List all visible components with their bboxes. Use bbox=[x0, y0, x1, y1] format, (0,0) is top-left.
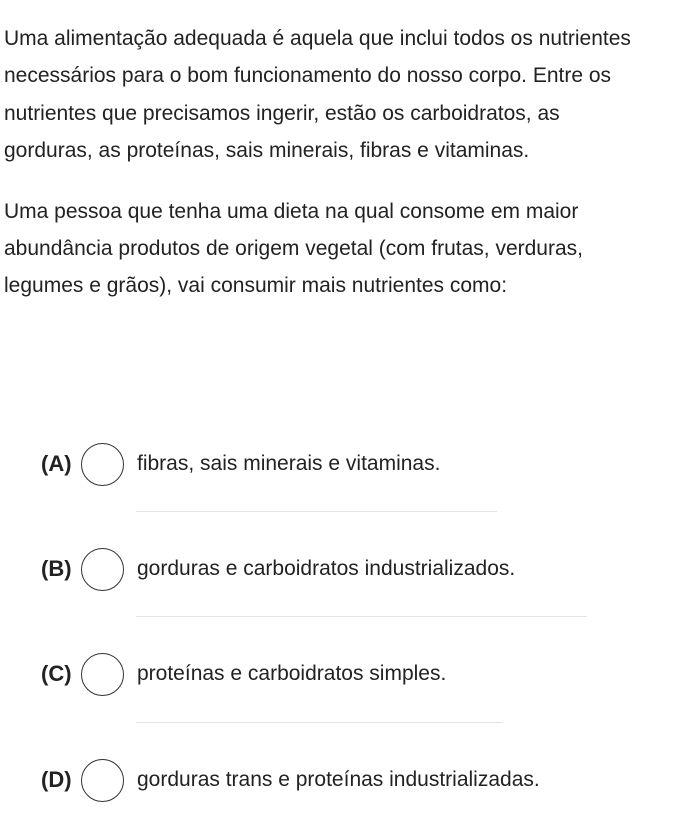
option-text: gorduras trans e proteínas industrializadas. bbox=[137, 768, 540, 791]
option-text: gorduras e carboidratos industrializados. bbox=[137, 557, 516, 580]
option-text: proteínas e carboidratos simples. bbox=[137, 662, 447, 685]
option-letter: (B) bbox=[41, 556, 72, 581]
radio-button[interactable] bbox=[81, 759, 124, 802]
question-paragraph: Uma pessoa que tenha uma dieta na qual consome em maior abundância produtos de origem vegetal (com frutas, verduras, legumes e grãos), vai consumir mais nutrientes como: bbox=[4, 199, 583, 298]
option-divider bbox=[136, 616, 587, 617]
option-divider bbox=[136, 511, 497, 512]
question-stem bbox=[4, 20, 644, 305]
option-d[interactable] bbox=[41, 752, 540, 808]
radio-button[interactable] bbox=[81, 443, 124, 486]
question-paragraph: Uma alimentação adequada é aquela que inclui todos os nutrientes necessários para o bom funcionamento do nosso corpo. Entre os nutrientes que precisamos ingerir, estão os carboidratos, as gorduras, as proteínas, sais minerais, fibras e vitaminas. bbox=[4, 27, 631, 163]
option-a[interactable] bbox=[41, 436, 440, 492]
option-letter: (D) bbox=[41, 767, 72, 792]
radio-button[interactable] bbox=[81, 548, 124, 591]
option-divider bbox=[136, 722, 503, 723]
option-text: fibras, sais minerais e vitaminas. bbox=[137, 452, 441, 475]
option-letter: (A) bbox=[41, 451, 72, 476]
option-b[interactable] bbox=[41, 541, 515, 597]
option-letter: (C) bbox=[41, 661, 72, 686]
radio-button[interactable] bbox=[81, 653, 124, 696]
option-c[interactable] bbox=[41, 646, 446, 702]
